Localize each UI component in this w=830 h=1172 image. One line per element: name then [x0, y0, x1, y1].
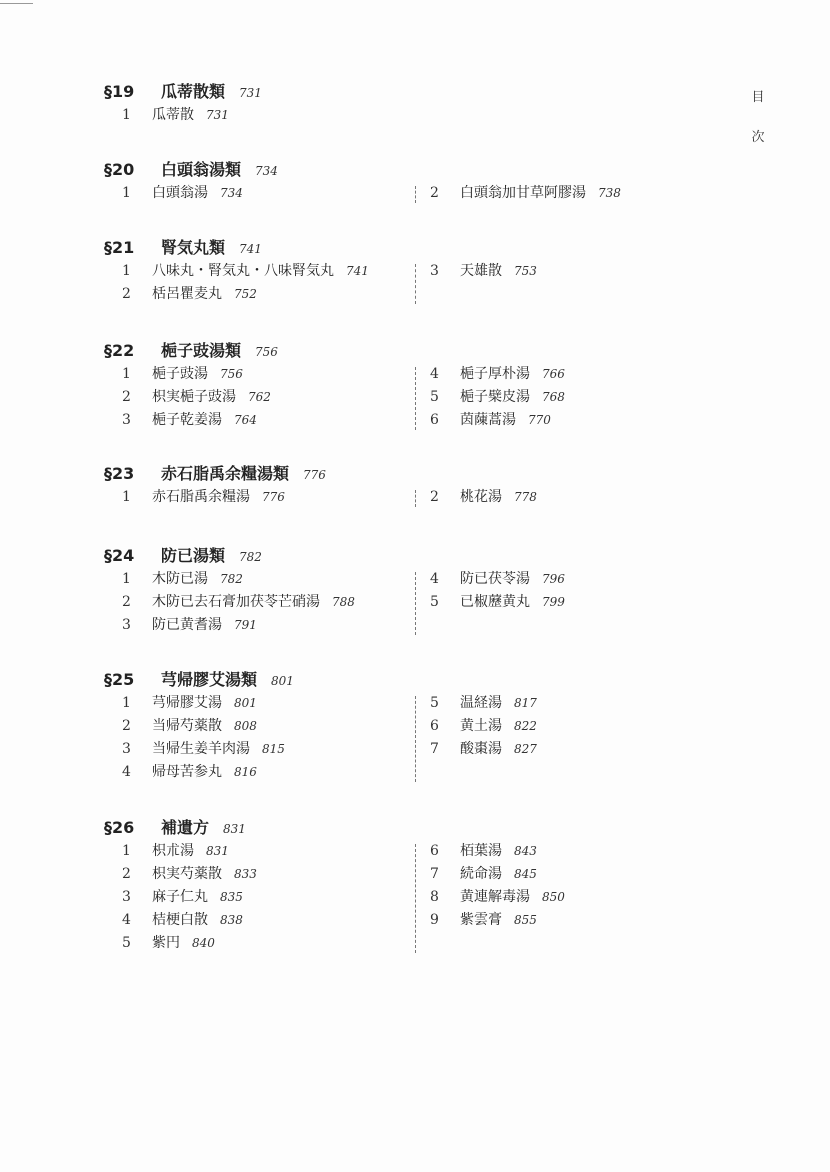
toc-entry[interactable] — [122, 863, 412, 886]
entry-name: 木防已湯 — [152, 571, 208, 587]
toc-section — [104, 158, 724, 205]
section-number: §26 — [104, 818, 135, 837]
entry-number: 1 — [122, 366, 131, 382]
section-page: 731 — [239, 86, 262, 100]
entry-columns — [104, 182, 724, 205]
entry-page: 738 — [598, 186, 621, 200]
section-page: 801 — [271, 674, 294, 688]
entry-name: 八味丸・腎気丸・八味腎気丸 — [152, 263, 334, 279]
entry-page: 778 — [514, 490, 537, 504]
entry-number: 1 — [122, 263, 131, 279]
entry-name: 当帰芍薬散 — [152, 718, 222, 734]
section-title: 梔子豉湯類 — [161, 341, 242, 360]
toc-entry[interactable] — [122, 614, 412, 637]
toc-entry[interactable] — [122, 568, 412, 591]
entry-number: 8 — [430, 889, 439, 905]
entry-number: 3 — [122, 889, 131, 905]
section-page: 782 — [239, 550, 262, 564]
column-divider — [415, 186, 416, 203]
entry-name: 梔子厚朴湯 — [460, 366, 530, 382]
entry-columns — [104, 840, 724, 955]
entry-number: 6 — [430, 412, 439, 428]
entry-page: 816 — [234, 765, 257, 779]
entry-page: 768 — [542, 390, 565, 404]
entry-page: 766 — [542, 367, 565, 381]
section-heading[interactable] — [104, 462, 724, 486]
toc-entry[interactable] — [430, 386, 720, 409]
entry-page: 831 — [206, 844, 229, 858]
section-heading[interactable] — [104, 236, 724, 260]
entry-number: 4 — [122, 912, 131, 928]
entry-name: 栝呂瞿麦丸 — [152, 286, 222, 302]
entry-page: 753 — [514, 264, 537, 278]
toc-entry[interactable] — [122, 909, 412, 932]
section-title: 芎帰膠艾湯類 — [161, 670, 258, 689]
entry-number: 5 — [430, 389, 439, 405]
toc-entry[interactable] — [122, 182, 412, 205]
toc-entry[interactable] — [122, 715, 412, 738]
section-title: 補遺方 — [161, 818, 210, 837]
toc-entry[interactable] — [122, 840, 412, 863]
right-column — [430, 568, 720, 614]
toc-section — [104, 236, 724, 306]
entry-page: 762 — [248, 390, 271, 404]
toc-entry[interactable] — [430, 863, 720, 886]
section-page: 741 — [239, 242, 262, 256]
entry-page: 817 — [514, 696, 537, 710]
section-heading[interactable] — [104, 544, 724, 568]
entry-number: 2 — [122, 389, 131, 405]
entry-page: 752 — [234, 287, 257, 301]
toc-entry[interactable] — [122, 886, 412, 909]
toc-entry[interactable] — [430, 840, 720, 863]
entry-page: 788 — [332, 595, 355, 609]
entry-page: 833 — [234, 867, 257, 881]
entry-page: 801 — [234, 696, 257, 710]
section-number: §25 — [104, 670, 135, 689]
entry-name: 茵蔯蒿湯 — [460, 412, 516, 428]
toc-entry[interactable] — [122, 761, 412, 784]
entry-page: 782 — [220, 572, 243, 586]
column-divider — [415, 572, 416, 635]
section-heading[interactable] — [104, 816, 724, 840]
entry-name: 酸棗湯 — [460, 741, 502, 757]
entry-name: 枳朮湯 — [152, 843, 194, 859]
toc-section — [104, 462, 724, 509]
toc-section — [104, 544, 724, 637]
entry-name: 紫円 — [152, 935, 180, 951]
toc-entry[interactable] — [122, 738, 412, 761]
toc-section — [104, 80, 724, 127]
entry-name: 芎帰膠艾湯 — [152, 695, 222, 711]
entry-page: 855 — [514, 913, 537, 927]
entry-name: 黄土湯 — [460, 718, 502, 734]
entry-number: 5 — [430, 594, 439, 610]
entry-name: 木防已去石膏加茯苓芒硝湯 — [152, 594, 320, 610]
left-column — [122, 840, 412, 955]
section-title: 白頭翁湯類 — [161, 160, 242, 179]
entry-number: 4 — [430, 571, 439, 587]
entry-name: 赤石脂禹余糧湯 — [152, 489, 250, 505]
entry-page: 764 — [234, 413, 257, 427]
entry-name: 麻子仁丸 — [152, 889, 208, 905]
entry-page: 770 — [528, 413, 551, 427]
entry-page: 776 — [262, 490, 285, 504]
left-column — [122, 486, 412, 509]
section-heading[interactable] — [104, 158, 724, 182]
toc-entry[interactable] — [430, 692, 720, 715]
entry-page: 791 — [234, 618, 257, 632]
toc-entry[interactable] — [122, 932, 412, 955]
toc-entry[interactable] — [122, 486, 412, 509]
entry-page: 808 — [234, 719, 257, 733]
entry-name: 紫雲膏 — [460, 912, 502, 928]
entry-number: 2 — [122, 718, 131, 734]
entry-name: 黄連解毒湯 — [460, 889, 530, 905]
entry-columns — [104, 363, 724, 432]
entry-name: 梔子檗皮湯 — [460, 389, 530, 405]
entry-number: 7 — [430, 866, 439, 882]
left-column — [122, 260, 412, 306]
entry-name: 桔梗白散 — [152, 912, 208, 928]
entry-name: 天雄散 — [460, 263, 502, 279]
entry-page: 799 — [542, 595, 565, 609]
toc-entry[interactable] — [430, 715, 720, 738]
entry-name: 已椒藶黄丸 — [460, 594, 530, 610]
right-column — [430, 260, 720, 283]
toc-entry[interactable] — [122, 692, 412, 715]
entry-name: 温経湯 — [460, 695, 502, 711]
column-divider — [415, 264, 416, 304]
right-column — [430, 840, 720, 932]
section-heading[interactable] — [104, 80, 724, 104]
toc-section — [104, 339, 724, 432]
entry-number: 3 — [122, 741, 131, 757]
entry-number: 2 — [430, 489, 439, 505]
entry-page: 822 — [514, 719, 537, 733]
toc-entry[interactable] — [430, 409, 720, 432]
section-number: §22 — [104, 341, 135, 360]
column-divider — [415, 490, 416, 507]
toc-section — [104, 668, 724, 784]
section-number: §23 — [104, 464, 135, 483]
side-char-1: 目 — [751, 90, 765, 105]
section-page: 756 — [255, 345, 278, 359]
toc-entry[interactable] — [122, 283, 412, 306]
right-column — [430, 363, 720, 432]
entry-page: 734 — [220, 186, 243, 200]
toc-entry[interactable] — [122, 386, 412, 409]
section-title: 防已湯類 — [161, 546, 226, 565]
entry-name: 白頭翁加甘草阿膠湯 — [460, 185, 586, 201]
entry-number: 1 — [122, 107, 131, 123]
entry-name: 桃花湯 — [460, 489, 502, 505]
right-column — [430, 486, 720, 509]
entry-page: 850 — [542, 890, 565, 904]
entry-columns — [104, 486, 724, 509]
toc-section — [104, 816, 724, 955]
entry-name: 枳実芍薬散 — [152, 866, 222, 882]
entry-name: 瓜蒂散 — [152, 107, 194, 123]
toc-entry[interactable] — [122, 591, 412, 614]
section-number: §21 — [104, 238, 135, 257]
section-heading[interactable] — [104, 339, 724, 363]
section-number: §24 — [104, 546, 135, 565]
entry-name: 続命湯 — [460, 866, 502, 882]
toc-entry[interactable] — [430, 738, 720, 761]
left-column — [122, 568, 412, 637]
section-title: 瓜蒂散類 — [161, 82, 226, 101]
entry-name: 栢葉湯 — [460, 843, 502, 859]
entry-number: 4 — [122, 764, 131, 780]
entry-page: 815 — [262, 742, 285, 756]
entry-page: 756 — [220, 367, 243, 381]
left-column — [122, 363, 412, 432]
entry-number: 4 — [430, 366, 439, 382]
right-column — [430, 182, 720, 205]
top-edge-mark — [0, 3, 33, 4]
section-title: 腎気丸類 — [161, 238, 226, 257]
right-column — [430, 692, 720, 761]
section-heading[interactable] — [104, 668, 724, 692]
toc-entry[interactable] — [430, 568, 720, 591]
entry-number: 2 — [430, 185, 439, 201]
toc-entry[interactable] — [122, 260, 412, 283]
toc-entry[interactable] — [430, 182, 720, 205]
entry-number: 1 — [122, 843, 131, 859]
toc-entry[interactable] — [122, 363, 412, 386]
entry-columns — [104, 260, 724, 306]
entry-number: 6 — [430, 843, 439, 859]
entry-page: 827 — [514, 742, 537, 756]
entry-number: 1 — [122, 571, 131, 587]
entry-name: 当帰生姜羊肉湯 — [152, 741, 250, 757]
entry-name: 防已黄耆湯 — [152, 617, 222, 633]
entry-name: 梔子豉湯 — [152, 366, 208, 382]
entry-page: 843 — [514, 844, 537, 858]
entry-number: 3 — [122, 412, 131, 428]
side-char-2: 次 — [751, 130, 765, 145]
toc-entry[interactable] — [430, 486, 720, 509]
entry-number: 9 — [430, 912, 439, 928]
left-column — [122, 692, 412, 784]
entry-columns — [104, 692, 724, 784]
entry-page: 838 — [220, 913, 243, 927]
entry-number: 5 — [430, 695, 439, 711]
entry-columns — [104, 568, 724, 637]
entry-columns — [104, 104, 724, 127]
entry-number: 2 — [122, 286, 131, 302]
entry-page: 840 — [192, 936, 215, 950]
entry-page: 835 — [220, 890, 243, 904]
entry-page: 731 — [206, 108, 229, 122]
side-toc-label — [749, 78, 767, 158]
entry-number: 7 — [430, 741, 439, 757]
entry-number: 5 — [122, 935, 131, 951]
entry-page: 796 — [542, 572, 565, 586]
section-number: §19 — [104, 82, 135, 101]
toc-entry[interactable] — [430, 363, 720, 386]
entry-number: 2 — [122, 594, 131, 610]
column-divider — [415, 844, 416, 953]
entry-name: 防已茯苓湯 — [460, 571, 530, 587]
section-page: 831 — [223, 822, 246, 836]
entry-name: 枳実梔子豉湯 — [152, 389, 236, 405]
entry-name: 帰母苦参丸 — [152, 764, 222, 780]
entry-number: 1 — [122, 185, 131, 201]
section-number: §20 — [104, 160, 135, 179]
entry-number: 6 — [430, 718, 439, 734]
toc-entry[interactable] — [430, 591, 720, 614]
entry-page: 741 — [346, 264, 369, 278]
column-divider — [415, 367, 416, 430]
toc-entry[interactable] — [122, 409, 412, 432]
section-page: 776 — [303, 468, 326, 482]
toc-entry[interactable] — [430, 260, 720, 283]
entry-number: 3 — [122, 617, 131, 633]
section-page: 734 — [255, 164, 278, 178]
left-column — [122, 182, 412, 205]
entry-name: 梔子乾姜湯 — [152, 412, 222, 428]
toc-entry[interactable] — [122, 104, 412, 127]
entry-name: 白頭翁湯 — [152, 185, 208, 201]
section-title: 赤石脂禹余糧湯類 — [161, 464, 290, 483]
entry-number: 1 — [122, 695, 131, 711]
column-divider — [415, 696, 416, 782]
entry-number: 1 — [122, 489, 131, 505]
entry-number: 2 — [122, 866, 131, 882]
entry-page: 845 — [514, 867, 537, 881]
left-column — [122, 104, 412, 127]
toc-entry[interactable] — [430, 886, 720, 909]
toc-entry[interactable] — [430, 909, 720, 932]
entry-number: 3 — [430, 263, 439, 279]
